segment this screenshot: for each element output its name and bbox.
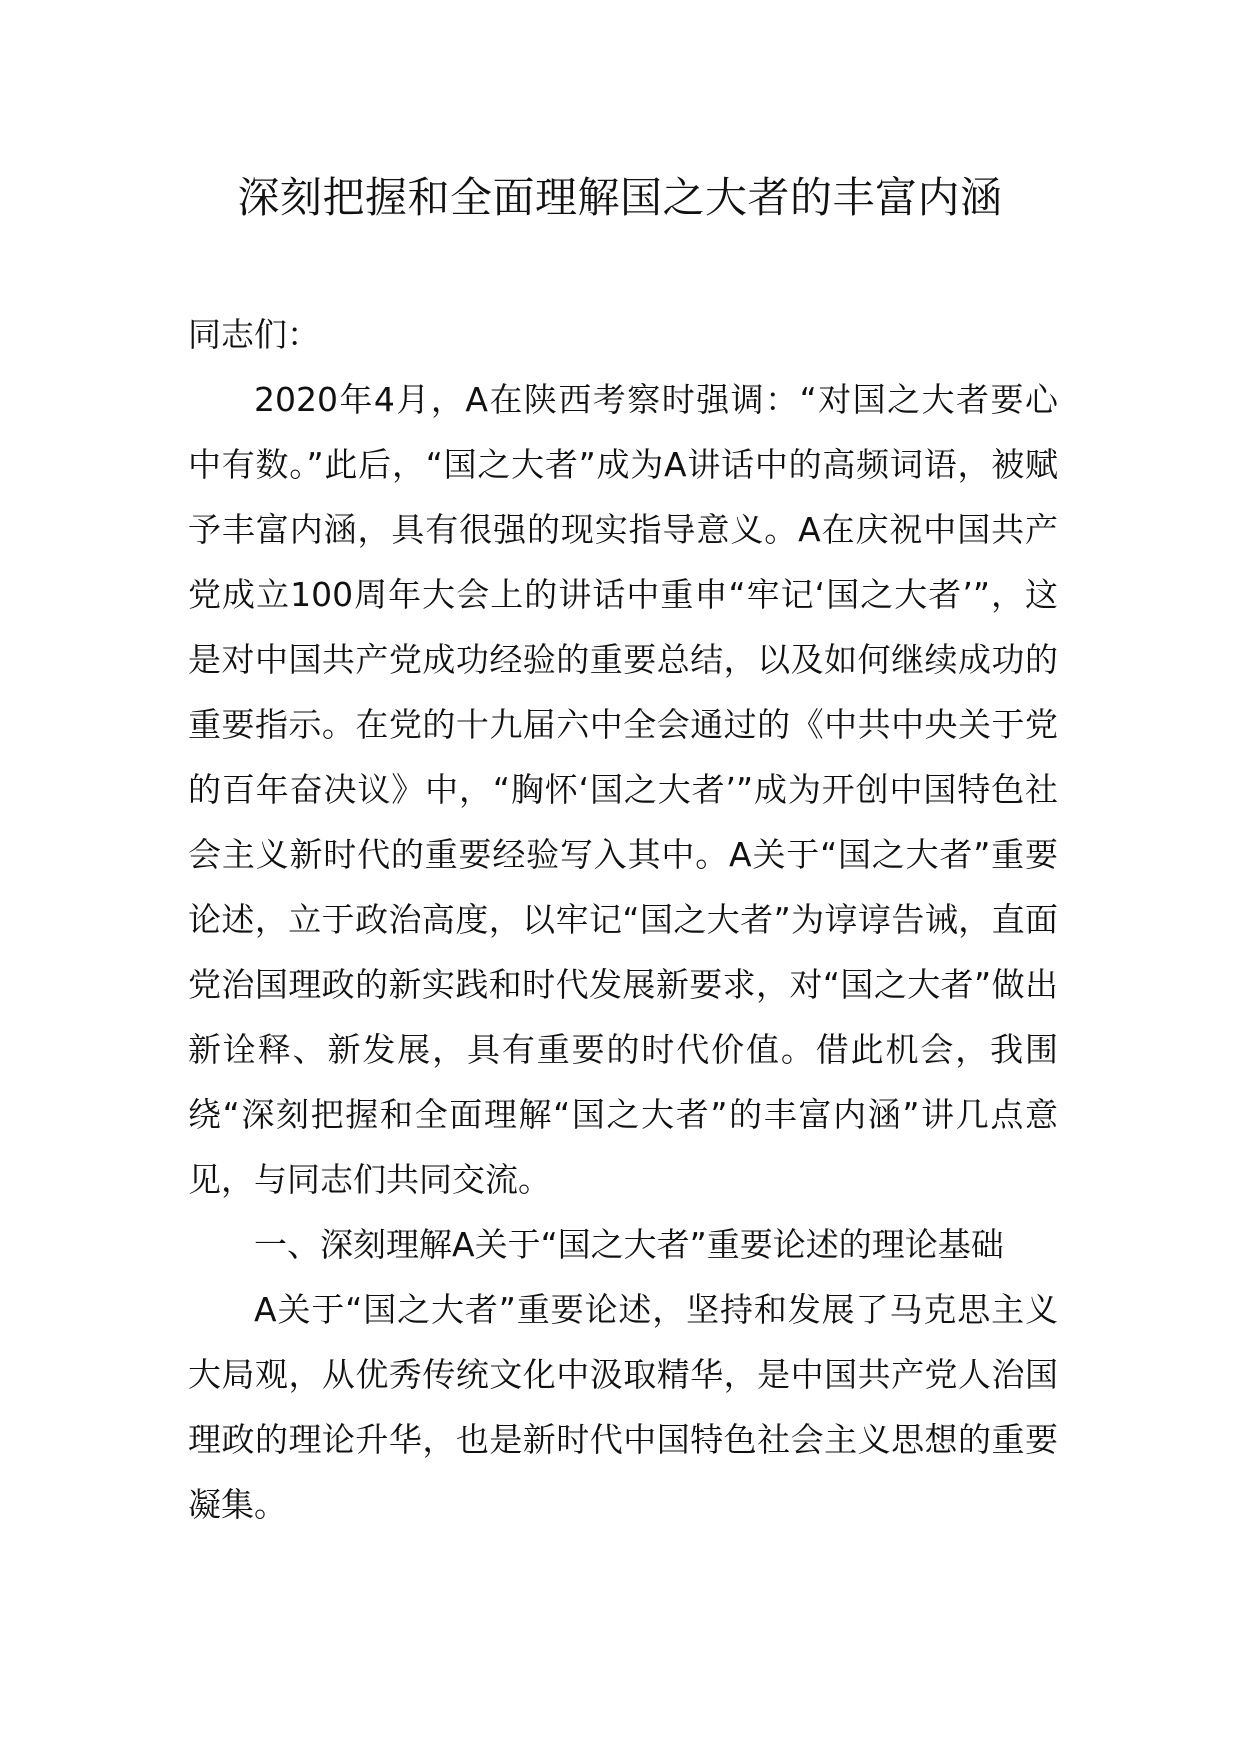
section-paragraph: A关于“国之大者”重要论述，坚持和发展了马克思主义大局观，从优秀传统文化中汲取精华，是中国共产党人治国理政的理论升华，也是新时代中国特色社会主义思想的重要凝集。	[188, 1290, 1058, 1524]
document-body	[188, 302, 1058, 1537]
greeting: 同志们：	[188, 315, 320, 354]
document-title: 深刻把握和全面理解国之大者的丰富内涵	[237, 173, 1003, 222]
section-heading: 一、深刻理解A关于“国之大者”重要论述的理论基础	[254, 1225, 1004, 1264]
intro-paragraph: 2020年4月，A在陕西考察时强调：“对国之大者要心中有数。”此后，“国之大者”成为A讲话中的高频词语，被赋予丰富内涵，具有很强的现实指导意义。A在庆祝中国共产党成立100周年大会上的讲话中重申“牢记‘国之大者’”，这是对中国共产党成功经验的重要总结，以及如何继续成功的重要指示。在党的十九届六中全会通过的《中共中央关于党的百年奋决议》中，“胸怀‘国之大者’”成为开创中国特色社会主义新时代的重要经验写入其中。A关于“国之大者”重要论述，立于政治高度，以牢记“国之大者”为谆谆告诫，直面党治国理政的新实践和时代发展新要求，对“国之大者”做出新诠释、新发展，具有重要的时代价值。借此机会，我围绕“深刻把握和全面理解“国之大者”的丰富内涵”讲几点意见，与同志们共同交流。	[188, 380, 1058, 1199]
